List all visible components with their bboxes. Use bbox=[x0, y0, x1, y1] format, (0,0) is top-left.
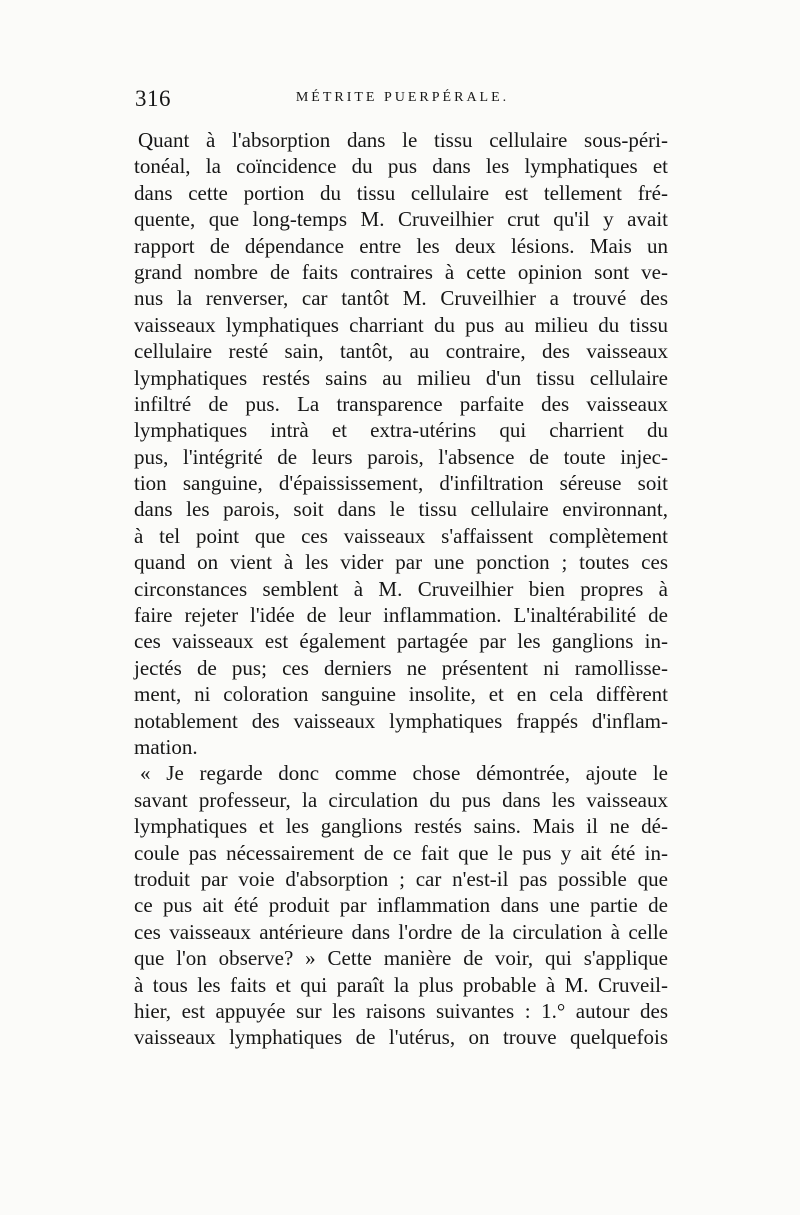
text-line: à tel point que ces vaisseaux s'affaissent complètement bbox=[134, 523, 668, 548]
text-line: lymphatiques et les ganglions restés sains. Mais il ne dé- bbox=[134, 814, 668, 839]
text-line: circonstances semblent à M. Cruveilhier bien propres à bbox=[134, 576, 668, 601]
text-line: grand nombre de faits contraires à cette opinion sont ve- bbox=[134, 259, 668, 284]
text-line: pus, l'intégrité de leurs parois, l'absence de toute injec- bbox=[134, 444, 668, 469]
text-line: dans cette portion du tissu cellulaire est tellement fré- bbox=[134, 180, 668, 205]
text-line: « Je regarde donc comme chose démontrée, ajoute le bbox=[140, 761, 668, 786]
text-line: troduit par voie d'absorption ; car n'est-il pas possible que bbox=[134, 866, 668, 891]
text-line: tonéal, la coïncidence du pus dans les lymphatiques et bbox=[134, 154, 668, 179]
text-line: rapport de dépendance entre les deux lésions. Mais un bbox=[134, 233, 668, 258]
text-line: vaisseaux lymphatiques de l'utérus, on trouve quelquefois bbox=[134, 1025, 668, 1050]
text-line: savant professeur, la circulation du pus dans les vaisseaux bbox=[134, 787, 668, 812]
text-line: lymphatiques restés sains au milieu d'un tissu cellulaire bbox=[134, 365, 668, 390]
text-line: Quant à l'absorption dans le tissu cellulaire sous-péri- bbox=[138, 128, 668, 152]
page-number: 316 bbox=[135, 86, 171, 111]
text-line: hier, est appuyée sur les raisons suivantes : 1.° autour des bbox=[134, 998, 668, 1023]
text-line: notablement des vaisseaux lymphatiques frappés d'inflam- bbox=[134, 708, 668, 733]
text-line: cellulaire resté sain, tantôt, au contraire, des vaisseaux bbox=[134, 339, 668, 364]
text-line: à tous les faits et qui paraît la plus probable à M. Cruveil- bbox=[134, 972, 668, 997]
text-line: ces vaisseaux antérieure dans l'ordre de la circulation à celle bbox=[134, 919, 668, 944]
text-line: quand on vient à les vider par une ponction ; toutes ces bbox=[134, 550, 668, 575]
text-line: faire rejeter l'idée de leur inflammation. L'inaltérabilité de bbox=[134, 603, 668, 628]
text-line: ment, ni coloration sanguine insolite, et en cela diffèrent bbox=[134, 682, 668, 707]
page-header bbox=[135, 86, 670, 116]
text-line: coule pas nécessairement de ce fait que le pus y ait été in- bbox=[134, 840, 668, 865]
text-line: dans les parois, soit dans le tissu cellulaire environnant, bbox=[134, 497, 668, 522]
text-line: lymphatiques intrà et extra-utérins qui charrient du bbox=[134, 418, 668, 443]
text-line: que l'on observe? » Cette manière de voir, qui s'applique bbox=[134, 946, 668, 971]
running-title: MÉTRITE PUERPÉRALE. bbox=[295, 90, 510, 105]
text-line: tion sanguine, d'épaississement, d'infiltration séreuse soit bbox=[134, 471, 668, 496]
text-line: nus la renverser, car tantôt M. Cruveilhier a trouvé des bbox=[134, 286, 668, 311]
body-text bbox=[134, 127, 668, 1051]
text-line: infiltré de pus. La transparence parfaite des vaisseaux bbox=[134, 391, 668, 416]
text-line: ce pus ait été produit par inflammation dans une partie de bbox=[134, 893, 668, 918]
text-line: quente, que long-temps M. Cruveilhier crut qu'il y avait bbox=[134, 207, 668, 232]
text-line: vaisseaux lymphatiques charriant du pus au milieu du tissu bbox=[134, 312, 668, 337]
text-line: ces vaisseaux est également partagée par les ganglions in- bbox=[134, 629, 668, 654]
text-line: jectés de pus; ces derniers ne présentent ni ramollisse- bbox=[134, 655, 668, 680]
text-line: mation. bbox=[134, 734, 198, 759]
